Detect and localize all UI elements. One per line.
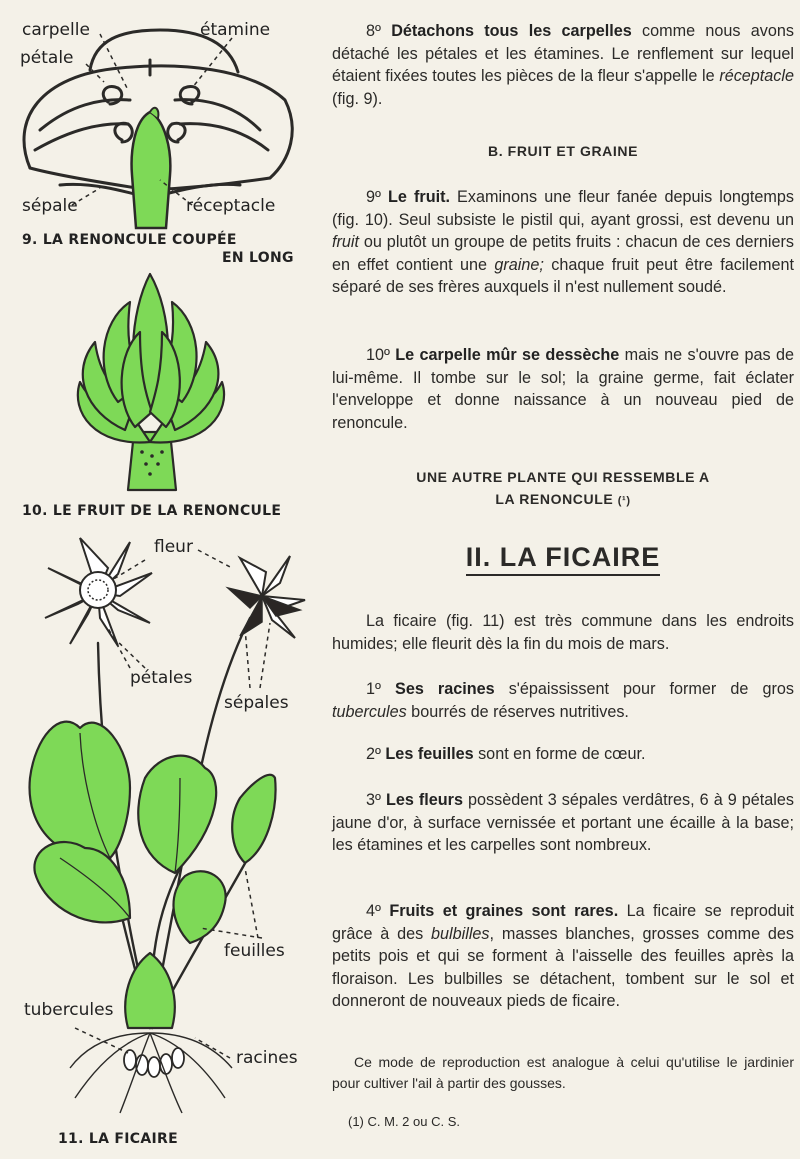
section-heading-fruit-graine: B. FRUIT ET GRAINE [487, 143, 639, 159]
p4-text1: La ficaire se reproduit grâce à des [332, 902, 794, 943]
p2-number: 2º [366, 745, 381, 763]
label-sepale: sépale [22, 196, 78, 216]
fig10-caption: 10. LE FRUIT DE LA RENONCULE [22, 503, 282, 519]
p1-number: 1º [366, 680, 381, 698]
note-text: Ce mode de reproduction est analogue à celui qu'utilise le jardinier pour cultiver l'ail à partir des gousses. [332, 1054, 794, 1091]
paragraph-4 [332, 900, 794, 1013]
paragraph-2 [332, 743, 794, 766]
paragraph-10 [332, 344, 794, 434]
fig11-caption: 11. LA FICAIRE [58, 1131, 178, 1147]
paragraph-9 [332, 186, 794, 299]
fig11-ficaire-plant [0, 528, 320, 1118]
p3-bold: Les fleurs [385, 791, 463, 809]
label-petale: pétale [20, 48, 74, 68]
p9-italic2: graine; [494, 255, 544, 274]
fig10-fruit-illustration [0, 262, 300, 502]
p9-text2: ou plutôt un groupe de petits fruits : chacun de ces derniers en effet contient une [332, 233, 794, 274]
other-plant-line2: LA RENONCULE [495, 491, 614, 507]
label-racines: racines [236, 1048, 298, 1068]
p8-bold: Détachons tous les carpelles [391, 22, 632, 40]
paragraph-3 [332, 789, 794, 857]
p1-text2: bourrés de réserves nutritives. [406, 702, 629, 721]
p2-bold: Les feuilles [385, 745, 474, 763]
p4-number: 4º [366, 902, 381, 920]
other-plant-line1: UNE AUTRE PLANTE QUI RESSEMBLE A [416, 469, 710, 485]
label-carpelle: carpelle [22, 20, 90, 40]
p1-italic: tubercules [332, 702, 407, 721]
p10-number: 10º [366, 346, 390, 364]
p4-text2: , masses blanches, grosses comme des petits pois et qui se forment à l'aisselle des feuilles après la floraison. Les bulbilles se détachent, tombent sur le sol et donneront de nouveaux pieds de ficaire. [332, 924, 794, 1011]
label-fleur: fleur [154, 537, 193, 557]
p4-bold: Fruits et graines sont rares. [389, 902, 619, 920]
paragraph-1 [332, 678, 794, 723]
label-sepales: sépales [224, 693, 289, 713]
paragraph-8 [332, 20, 794, 110]
p1-bold: Ses racines [395, 680, 495, 698]
paragraph-intro [332, 610, 794, 655]
page-title [332, 542, 794, 573]
p9-text3: chaque fruit peut être facilement séparé de ses frères auxquels il n'est nullement soudé. [332, 255, 794, 297]
p10-text1: mais ne s'ouvre pas de lui-même. Il tombe sur le sol; la graine germe, fait éclater l'enveloppe et donne naissance à un nouveau pied de renoncule. [332, 346, 795, 432]
p9-text1: Examinons une fleur fanée depuis longtemps (fig. 10). Seul subsiste le pistil qui, ayant grossi, est devenu un [332, 188, 794, 229]
intro-text: La ficaire (fig. 11) est très commune dans les endroits humides; elle fleurit dès la fin du mois de mars. [332, 612, 794, 653]
p9-italic1: fruit [332, 233, 359, 252]
label-feuilles: feuilles [224, 941, 285, 961]
other-plant-heading [332, 466, 794, 512]
p4-italic: bulbilles [431, 924, 490, 943]
p2-text1: sont en forme de cœur. [473, 745, 646, 763]
p3-number: 3º [366, 791, 381, 809]
fig9-caption-line2: EN LONG [222, 250, 294, 266]
p3-text1: possèdent 3 sépales verdâtres, 6 à 9 pétales jaune d'or, à surface vernissée et portant une écaille à la base; les étamines et les carpelles sont nombreux. [332, 791, 794, 855]
footnote: (1) C. M. 2 ou C. S. [348, 1114, 460, 1129]
reproduction-note [332, 1052, 794, 1094]
label-tubercules: tubercules [24, 1000, 114, 1020]
p9-number: 9º [366, 188, 381, 206]
p10-bold: Le carpelle mûr se dessèche [395, 346, 620, 364]
p8-italic: réceptacle [719, 67, 794, 86]
p8-text2: (fig. 9). [332, 89, 383, 108]
label-petales: pétales [130, 668, 193, 688]
label-receptacle: réceptacle [186, 196, 276, 216]
p9-bold: Le fruit. [388, 188, 450, 206]
p8-text1: comme nous avons détaché les pétales et les étamines. Le renflement sur lequel étaient fixées toutes les pièces de la fleur s'appelle le [332, 22, 794, 86]
other-plant-footnote-ref: (¹) [617, 495, 631, 507]
fig9-caption-line1: 9. LA RENONCULE COUPÉE [22, 232, 237, 248]
label-etamine: étamine [200, 20, 271, 40]
title-text: II. LA FICAIRE [466, 542, 661, 576]
p1-text1: s'épaississent pour former de gros [494, 680, 794, 698]
p8-number: 8º [366, 22, 381, 40]
